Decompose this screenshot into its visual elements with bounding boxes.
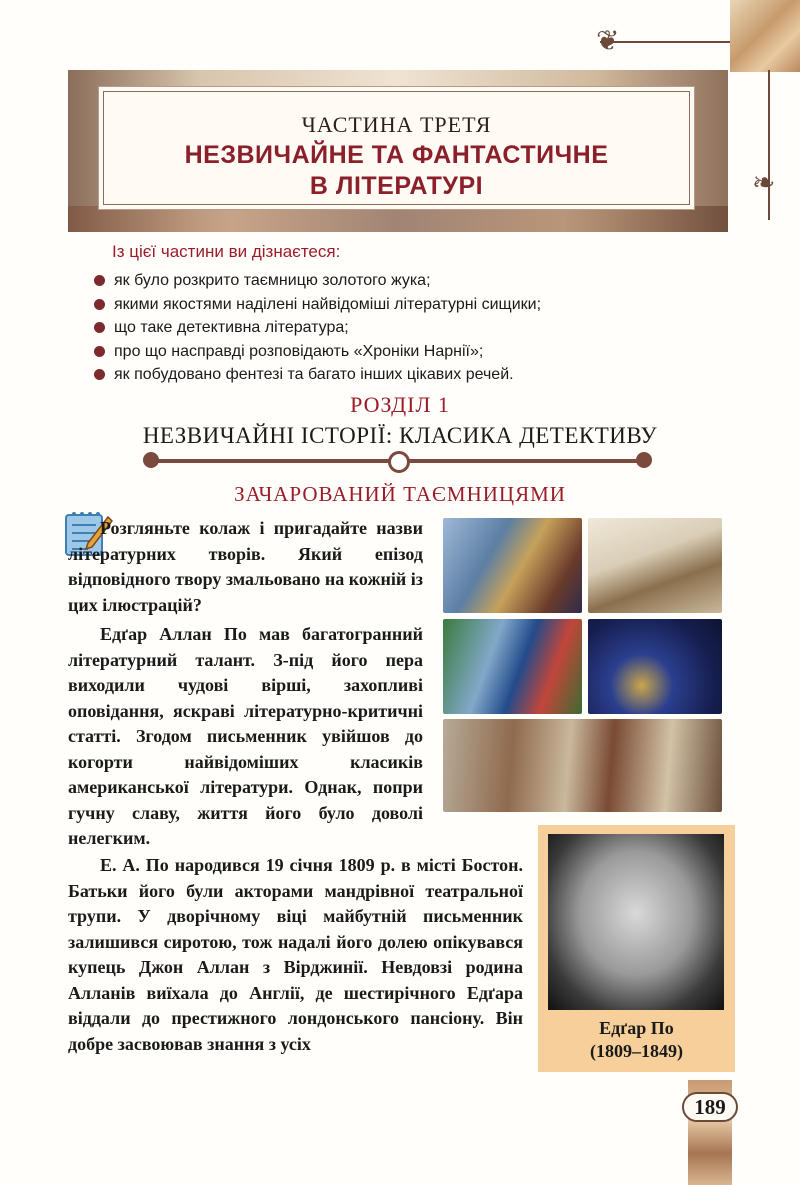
task-text: Розгляньте колаж і пригадайте назви літературних творів. Який епізод відповідного твору змальовано на кожній із цих ілюстрацій? xyxy=(68,518,424,615)
intro-heading: Із цієї частини ви дізнаєтеся: xyxy=(112,242,341,261)
collage-image-knights xyxy=(443,518,582,613)
section-title: НЕЗВИЧАЙНІ ІСТОРІЇ: КЛАСИКА ДЕТЕКТИВУ xyxy=(142,423,658,448)
list-item: як було розкрито таємницю золотого жука; xyxy=(94,269,541,293)
intro-list xyxy=(94,269,541,387)
bullet-icon xyxy=(94,369,105,380)
part-title-line2: В ЛІТЕРАТУРІ xyxy=(309,172,484,200)
bullet-icon xyxy=(94,322,105,333)
bullet-icon xyxy=(94,299,105,310)
body-paragraph-2: Е. А. По народився 19 січня 1809 р. в місті Бостон. Батьки його були акторами мандрівної театральної трупи. У дворічному віці майбутній письменник залишився сиротою, тож надалі його долею опікувався купець Джон Аллан з Вірджинії. Невдовзі родина Алланів виїхала до Англії, де шестирічного Едґара віддали до престижного лондонського пансіону. Він добре засвоював знання з усіх xyxy=(68,855,523,1054)
divider-end-icon xyxy=(636,452,652,468)
part-title-line1: НЕЗВИЧАЙНЕ ТА ФАНТАСТИЧНЕ xyxy=(184,141,609,169)
body-paragraph-1: Едґар Аллан По мав багатогранний літературний талант. З-під його пера виходили чудові вірші, захопливі оповідання, яскраві літературно-критичні статті. Згодом письменник увійшов до когорти найвідоміших класиків американської літератури. Однак, попри гучну славу, життя його було доволі нелегким. xyxy=(68,624,423,848)
subsection-title: ЗАЧАРОВАНИЙ ТАЄМНИЦЯМИ xyxy=(234,482,566,506)
header-frame xyxy=(103,91,690,205)
part-title xyxy=(104,140,689,202)
corner-decoration xyxy=(730,0,800,72)
portrait-years: (1809–1849) xyxy=(590,1041,683,1061)
collage-image-pirates xyxy=(443,619,582,714)
list-item: що таке детективна література; xyxy=(94,316,541,340)
bullet-icon xyxy=(94,275,105,286)
collage-image-battle xyxy=(443,719,722,812)
part-label: ЧАСТИНА ТРЕТЯ xyxy=(301,112,492,137)
list-item: про що насправді розповідають «Хроніки Нарнії»; xyxy=(94,340,541,364)
ornament-line xyxy=(600,41,730,43)
divider-center-icon xyxy=(388,451,410,473)
collage-image-cave xyxy=(588,619,722,714)
section-label: РОЗДІЛ 1 xyxy=(350,392,450,417)
page-number: 189 xyxy=(682,1092,738,1122)
bullet-icon xyxy=(94,346,105,357)
list-item: як побудовано фентезі та багато інших цікавих речей. xyxy=(94,363,541,387)
portrait-name: Едґар По xyxy=(599,1018,674,1038)
portrait-photo xyxy=(548,834,724,1010)
fleuron-icon: ❦ xyxy=(596,26,620,57)
divider-end-icon xyxy=(143,452,159,468)
list-item: якими якостями наділені найвідоміші літературні сищики; xyxy=(94,293,541,317)
fleuron-icon: ❧ xyxy=(752,168,776,199)
collage-image-musketeers xyxy=(588,518,722,613)
